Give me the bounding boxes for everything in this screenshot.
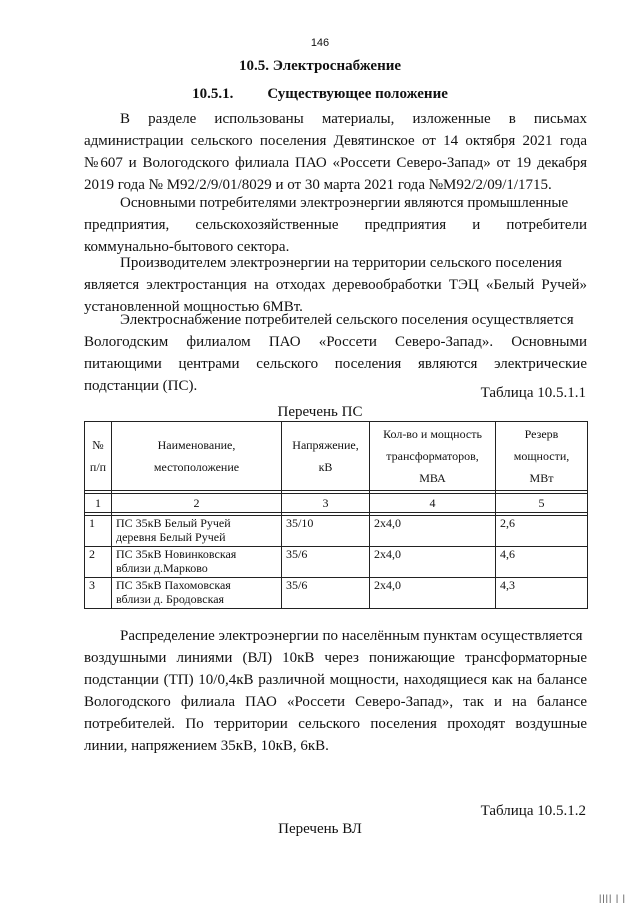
subsection-name: Существующее положение [267,86,448,102]
row-reserve: 4,3 [496,578,588,609]
table-1-label: Таблица 10.5.1.1 [480,385,586,401]
index-cell: 2 [112,494,282,513]
paragraph-line: подстанции (ТП) 10/0,4кВ различной мощности, находящиеся как на балансе [84,672,587,688]
paragraph-line: подстанции (ПС). [84,378,198,394]
paragraph-line: администрации сельского поселения Девятинское от 14 октября 2021 года [84,133,587,149]
row-voltage: 35/6 [282,547,370,578]
page-number: 146 [310,37,330,49]
paragraph-line: Вологодского филиала ПАО «Россети Северо-Запад», так и на балансе [84,694,587,710]
table-2-label: Таблица 10.5.1.2 [480,803,586,819]
row-number: 2 [85,547,112,578]
row-transformers: 2х4,0 [370,578,496,609]
paragraph-consumers [84,192,587,258]
paragraph-line: линии, напряжением 35кВ, 10кВ, 6кВ. [84,738,329,754]
table-row [85,516,588,547]
index-cell: 5 [496,494,588,513]
table-row [85,547,588,578]
substations-table [84,421,588,609]
paragraph-sources [84,108,587,196]
row-name: ПС 35кВ Новинковская вблизи д.Марково [112,547,282,578]
row-reserve: 2,6 [496,516,588,547]
paragraph-line: Основными потребителями электроэнергии являются промышленные [120,195,569,211]
table-2-title: Перечень ВЛ [278,821,362,837]
paragraph-line: №607 и Вологодского филиала ПАО «Россети Северо-Запад» от 19 декабря [84,155,587,171]
subsection-title [0,86,640,103]
row-transformers: 2х4,0 [370,547,496,578]
paragraph-line: потребителей. По территории сельского поселения проходят воздушные [84,716,587,732]
header-transformers: Кол-во и мощность трансформаторов, МВА [370,422,496,491]
table-1-title: Перечень ПС [277,404,363,420]
paragraph-line: предприятия, сельскохозяйственные предприятия и потребители [84,217,587,233]
paragraph-line: питающими центрами сельского поселения являются электрические [84,356,587,372]
row-name: ПС 35кВ Пахомовская вблизи д. Бродовская [112,578,282,609]
paragraph-line: Производителем электроэнергии на территории сельского поселения [120,255,562,271]
table-row [85,578,588,609]
subsection-number: 10.5.1. [192,86,234,102]
paragraph-distribution [84,625,587,757]
row-reserve: 4,6 [496,547,588,578]
row-name: ПС 35кВ Белый Ручей деревня Белый Ручей [112,516,282,547]
paragraph-line: Распределение электроэнергии по населённым пунктам осуществляется [120,628,583,644]
paragraph-line: коммунально-бытового сектора. [84,239,290,255]
row-voltage: 35/6 [282,578,370,609]
paragraph-line: воздушными линиями (ВЛ) 10кВ через понижающие трансформаторные [84,650,587,666]
paragraph-line: Вологодским филиалом ПАО «Россети Северо-Запад». Основными [84,334,587,350]
table-header-row [85,422,588,491]
scan-marks: |||| | | [598,893,626,903]
header-number: № п/п [85,422,112,491]
row-voltage: 35/10 [282,516,370,547]
header-voltage: Напряжение, кВ [282,422,370,491]
section-title: 10.5. Электроснабжение [238,58,402,74]
table-index-row [85,494,588,513]
index-cell: 4 [370,494,496,513]
paragraph-supply [84,309,587,397]
paragraph-line: является электростанция на отходах деревообработки ТЭЦ «Белый Ручей» [84,277,587,293]
row-transformers: 2х4,0 [370,516,496,547]
row-number: 1 [85,516,112,547]
index-cell: 3 [282,494,370,513]
paragraph-line: В разделе использованы материалы, изложенные в письмах [120,111,587,127]
paragraph-line: 2019 года № М92/2/9/01/8029 и от 30 марта 2021 года №М92/2/09/1/1715. [84,177,552,193]
index-cell: 1 [85,494,112,513]
paragraph-line: установленной мощностью 6МВт. [84,299,303,315]
header-reserve: Резерв мощности, МВт [496,422,588,491]
row-number: 3 [85,578,112,609]
header-name: Наименование, местоположение [112,422,282,491]
paragraph-line: Электроснабжение потребителей сельского поселения осуществляется [120,312,574,328]
